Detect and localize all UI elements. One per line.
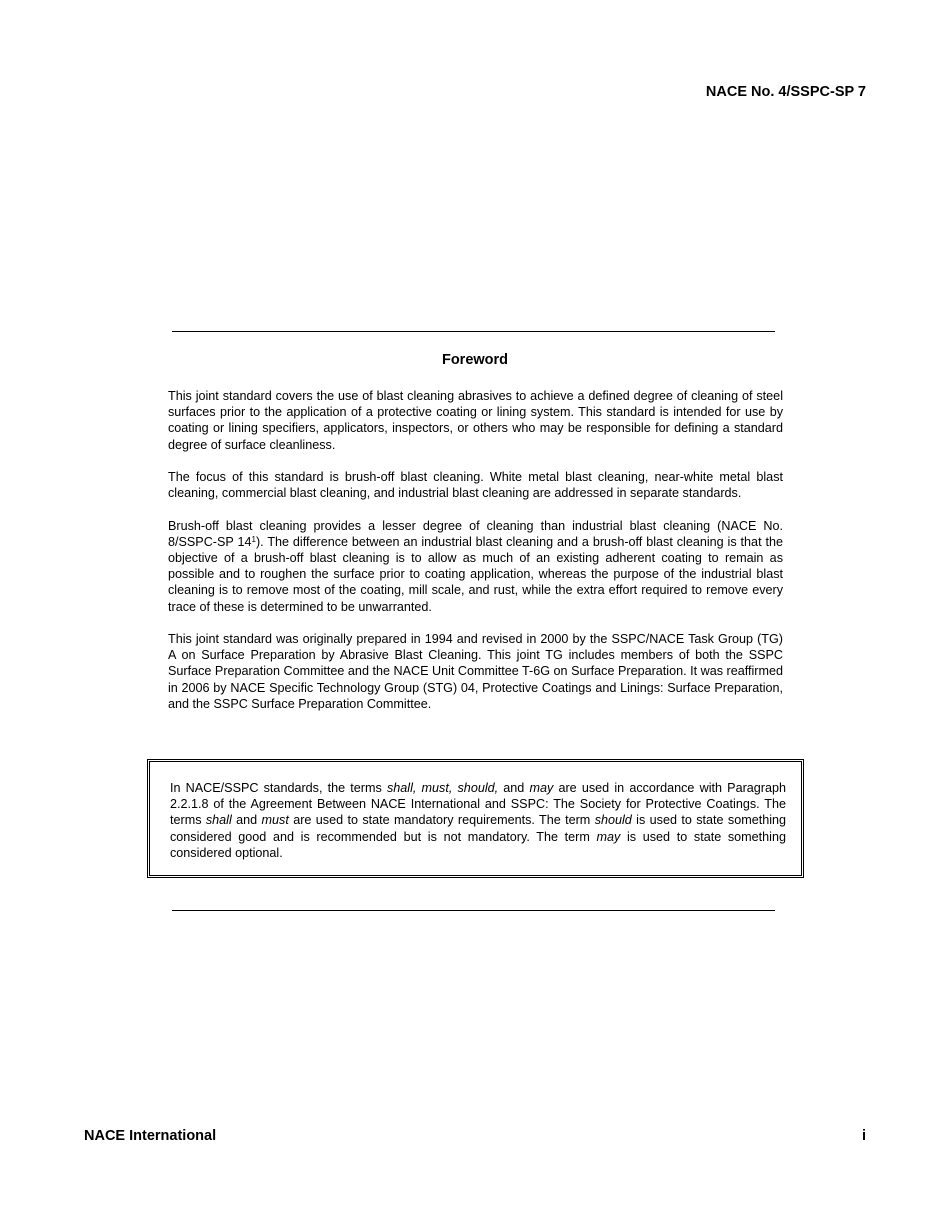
terms-text-3: are used in accordance with Paragraph 2.2.1.8 of the Agreement Between NACE International and SSPC: The Society for Protective Coatings. The terms: [170, 781, 786, 828]
terms-text-4: and: [231, 813, 262, 828]
bottom-divider: [172, 910, 775, 911]
terms-italic-6: may: [596, 829, 621, 844]
document-id: NACE No. 4/SSPC-SP 7: [705, 84, 866, 100]
terms-text-1: In NACE/SSPC standards, the terms: [170, 781, 387, 795]
top-divider: [172, 331, 775, 332]
foreword-paragraph-1: This joint standard covers the use of blast cleaning abrasives to achieve a defined degree of cleaning of steel surfaces prior to the application of a protective coating or lining system. This standard is intended for use by coating or lining specifiers, applicators, inspectors, or others who may be responsible for defining a standard degree of surface cleanliness.: [168, 389, 783, 452]
terms-text: [170, 780, 786, 861]
page-number: i: [861, 1128, 866, 1144]
foreword-paragraph-2: The focus of this standard is brush-off blast cleaning. White metal blast cleaning, near-white metal blast cleaning, commercial blast cleaning, and industrial blast cleaning are addressed in separate standards.: [168, 470, 783, 501]
terms-text-6: is used to state something considered good and is recommended but is not mandatory. The term: [170, 813, 787, 844]
terms-text-5: are used to state mandatory requirements. The term: [288, 813, 595, 828]
foreword-paragraph-3: [168, 518, 783, 615]
paragraph-3-text-b: ). The difference between an industrial blast cleaning and a brush-off blast cleaning is that the objective of a brush-off blast cleaning is to allow as much of an existing adherent coating to remain as possible and to roughen the surface prior to coating application, whereas the purpose of the industrial blast cleaning is to remove most of the coating, mill scale, and rust, while the extra effort required to remove every trace of these is determined to be unwarranted.: [168, 534, 783, 614]
terms-italic-4: must: [261, 813, 289, 828]
footer-publisher: NACE International: [84, 1128, 217, 1144]
terms-italic-3: shall: [205, 813, 232, 828]
terms-text-2: and: [498, 781, 530, 795]
terms-box: [147, 759, 804, 878]
terms-italic-2: may: [529, 781, 554, 795]
paragraph-3-text-a: Brush-off blast cleaning provides a lesser degree of cleaning than industrial blast cleaning (NACE No. 8/SSPC-SP 14: [168, 518, 783, 549]
terms-text-7: is used to state something considered optional.: [170, 829, 786, 860]
foreword-title: Foreword: [441, 352, 509, 368]
terms-italic-5: should: [594, 813, 632, 828]
foreword-paragraph-4: This joint standard was originally prepared in 1994 and revised in 2000 by the SSPC/NACE Task Group (TG) A on Surface Preparation by Abrasive Blast Cleaning. This joint TG includes members of both the SSPC Surface Preparation Committee and the NACE Unit Committee T-6G on Surface Preparation. It was reaffirmed in 2006 by NACE Specific Technology Group (STG) 04, Protective Coatings and Linings: Surface Preparation, and the SSPC Surface Preparation Committee.: [168, 632, 783, 711]
footnote-reference: 1: [251, 534, 256, 544]
terms-italic-1: shall, must, should,: [386, 781, 499, 795]
foreword-body: [168, 388, 783, 728]
